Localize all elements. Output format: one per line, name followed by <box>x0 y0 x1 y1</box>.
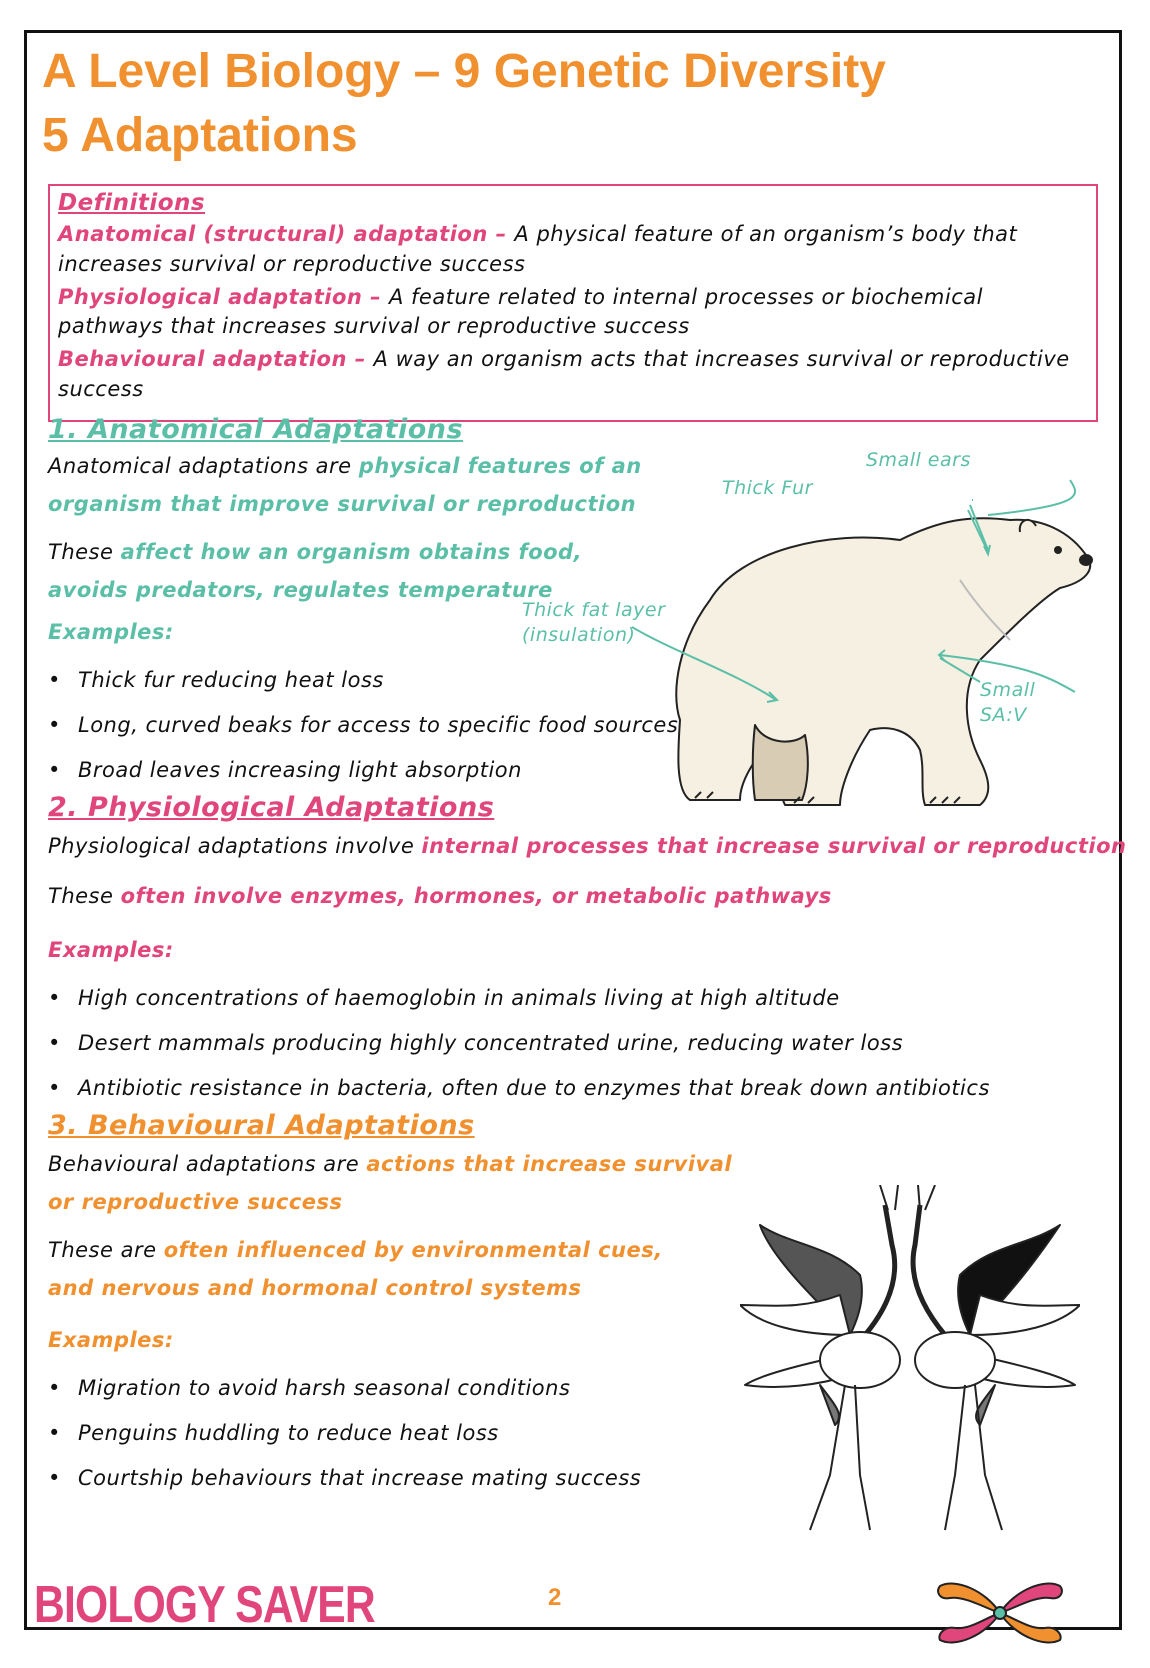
definitions-box <box>48 184 1098 422</box>
bullet-icon: • <box>48 668 61 692</box>
bullet-icon: • <box>48 1466 61 1490</box>
section-physiological-para2 <box>48 878 1108 916</box>
example-text: Broad leaves increasing light absorption <box>78 758 522 782</box>
page-subtitle: 5 Adaptations <box>42 109 358 162</box>
section-behavioural-heading: 3. Behavioural Adaptations <box>48 1110 475 1141</box>
section-behavioural-examples-label: Examples: <box>48 1328 174 1352</box>
para-text: These <box>48 884 121 908</box>
example-text: Desert mammals producing highly concentrated urine, reducing water loss <box>78 1031 904 1055</box>
definitions-heading: Definitions <box>58 190 206 216</box>
bullet-icon: • <box>48 1031 61 1055</box>
section-physiological-examples-label: Examples: <box>48 938 174 962</box>
example-text: Long, curved beaks for access to specific food sources <box>78 713 679 737</box>
bullet-icon: • <box>48 1076 61 1100</box>
label-thick-fur: Thick Fur <box>722 477 813 499</box>
chromosome-icon <box>935 1578 1065 1648</box>
example-text: Penguins huddling to reduce heat loss <box>78 1421 499 1445</box>
label-line: (insulation) <box>522 623 636 646</box>
para-highlight: actions that increase survival or reproductive success <box>48 1152 733 1214</box>
para-highlight: often influenced by environmental cues, and nervous and hormonal control systems <box>48 1238 663 1300</box>
definition-anatomical <box>58 220 1090 280</box>
list-item <box>48 1411 641 1456</box>
section-physiological-heading: 2. Physiological Adaptations <box>48 792 495 823</box>
section-behavioural-para2 <box>48 1232 708 1308</box>
logo-text: BIOLOGY SAVER <box>34 1576 375 1634</box>
example-text: Migration to avoid harsh seasonal conditions <box>78 1376 571 1400</box>
section-behavioural-para1 <box>48 1146 748 1222</box>
para-text: Physiological adaptations involve <box>48 834 422 858</box>
example-text: Antibiotic resistance in bacteria, often due to enzymes that break down antibiotics <box>78 1076 990 1100</box>
definition-text: A way an organism acts that increases survival or reproductive success <box>58 347 1070 402</box>
label-line: Small <box>980 679 1036 701</box>
definition-term: Behavioural adaptation <box>58 347 347 372</box>
definition-text: A physical feature of an organism’s body that increases survival or reproductive success <box>58 222 1018 276</box>
cranes-illustration <box>740 1185 1080 1555</box>
list-item <box>48 976 990 1021</box>
para-highlight: often involve enzymes, hormones, or metabolic pathways <box>120 884 832 908</box>
para-highlight: affect how an organism obtains food, avoids predators, regulates temperature <box>48 540 583 602</box>
list-item <box>48 1456 641 1501</box>
section-physiological-para1 <box>48 828 1127 866</box>
example-text: High concentrations of haemoglobin in animals living at high altitude <box>78 986 840 1010</box>
definition-separator: – <box>487 222 515 246</box>
label-small-ears: Small ears <box>866 449 971 471</box>
section-anatomical-heading: 1. Anatomical Adaptations <box>48 414 464 445</box>
list-item <box>48 1021 990 1066</box>
section-behavioural-examples <box>48 1366 641 1501</box>
definition-term: Anatomical (structural) adaptation <box>58 222 488 246</box>
bullet-icon: • <box>48 758 61 782</box>
page-title: A Level Biology – 9 Genetic Diversity <box>42 45 886 98</box>
bullet-icon: • <box>48 1376 61 1400</box>
bullet-icon: • <box>48 986 61 1010</box>
list-item <box>48 1366 641 1411</box>
section-physiological-examples <box>48 976 990 1111</box>
biology-saver-logo <box>34 1575 375 1635</box>
label-sav <box>980 678 1035 727</box>
para-highlight: physical features of an organism that improve survival or reproduction <box>48 454 642 516</box>
example-text: Courtship behaviours that increase mating success <box>78 1466 642 1490</box>
label-fat-layer <box>522 598 665 647</box>
para-text: These <box>48 540 121 564</box>
bullet-icon: • <box>48 713 61 737</box>
label-line: Thick fat layer <box>522 599 666 621</box>
page-number: 2 <box>548 1584 562 1611</box>
para-text: These are <box>48 1238 164 1262</box>
definition-text: A feature related to internal processes or biochemical pathways that increases survival or reproductive success <box>58 284 983 339</box>
definition-term: Physiological adaptation <box>58 284 363 309</box>
definition-physiological <box>58 283 1090 343</box>
para-text: Behavioural adaptations are <box>48 1152 367 1176</box>
list-item <box>48 1066 990 1111</box>
label-line: SA:V <box>980 703 1027 726</box>
bullet-icon: • <box>48 1421 61 1445</box>
section-anatomical-examples-label: Examples: <box>48 620 174 644</box>
para-highlight: internal processes that increase survival or reproduction <box>421 834 1127 858</box>
para-text: Anatomical adaptations are <box>48 454 359 478</box>
definition-separator: – <box>346 347 374 372</box>
definition-behavioural <box>58 345 1090 405</box>
bear-arrows <box>540 460 1130 840</box>
definition-separator: – <box>362 284 389 309</box>
example-text: Thick fur reducing heat loss <box>78 668 384 692</box>
